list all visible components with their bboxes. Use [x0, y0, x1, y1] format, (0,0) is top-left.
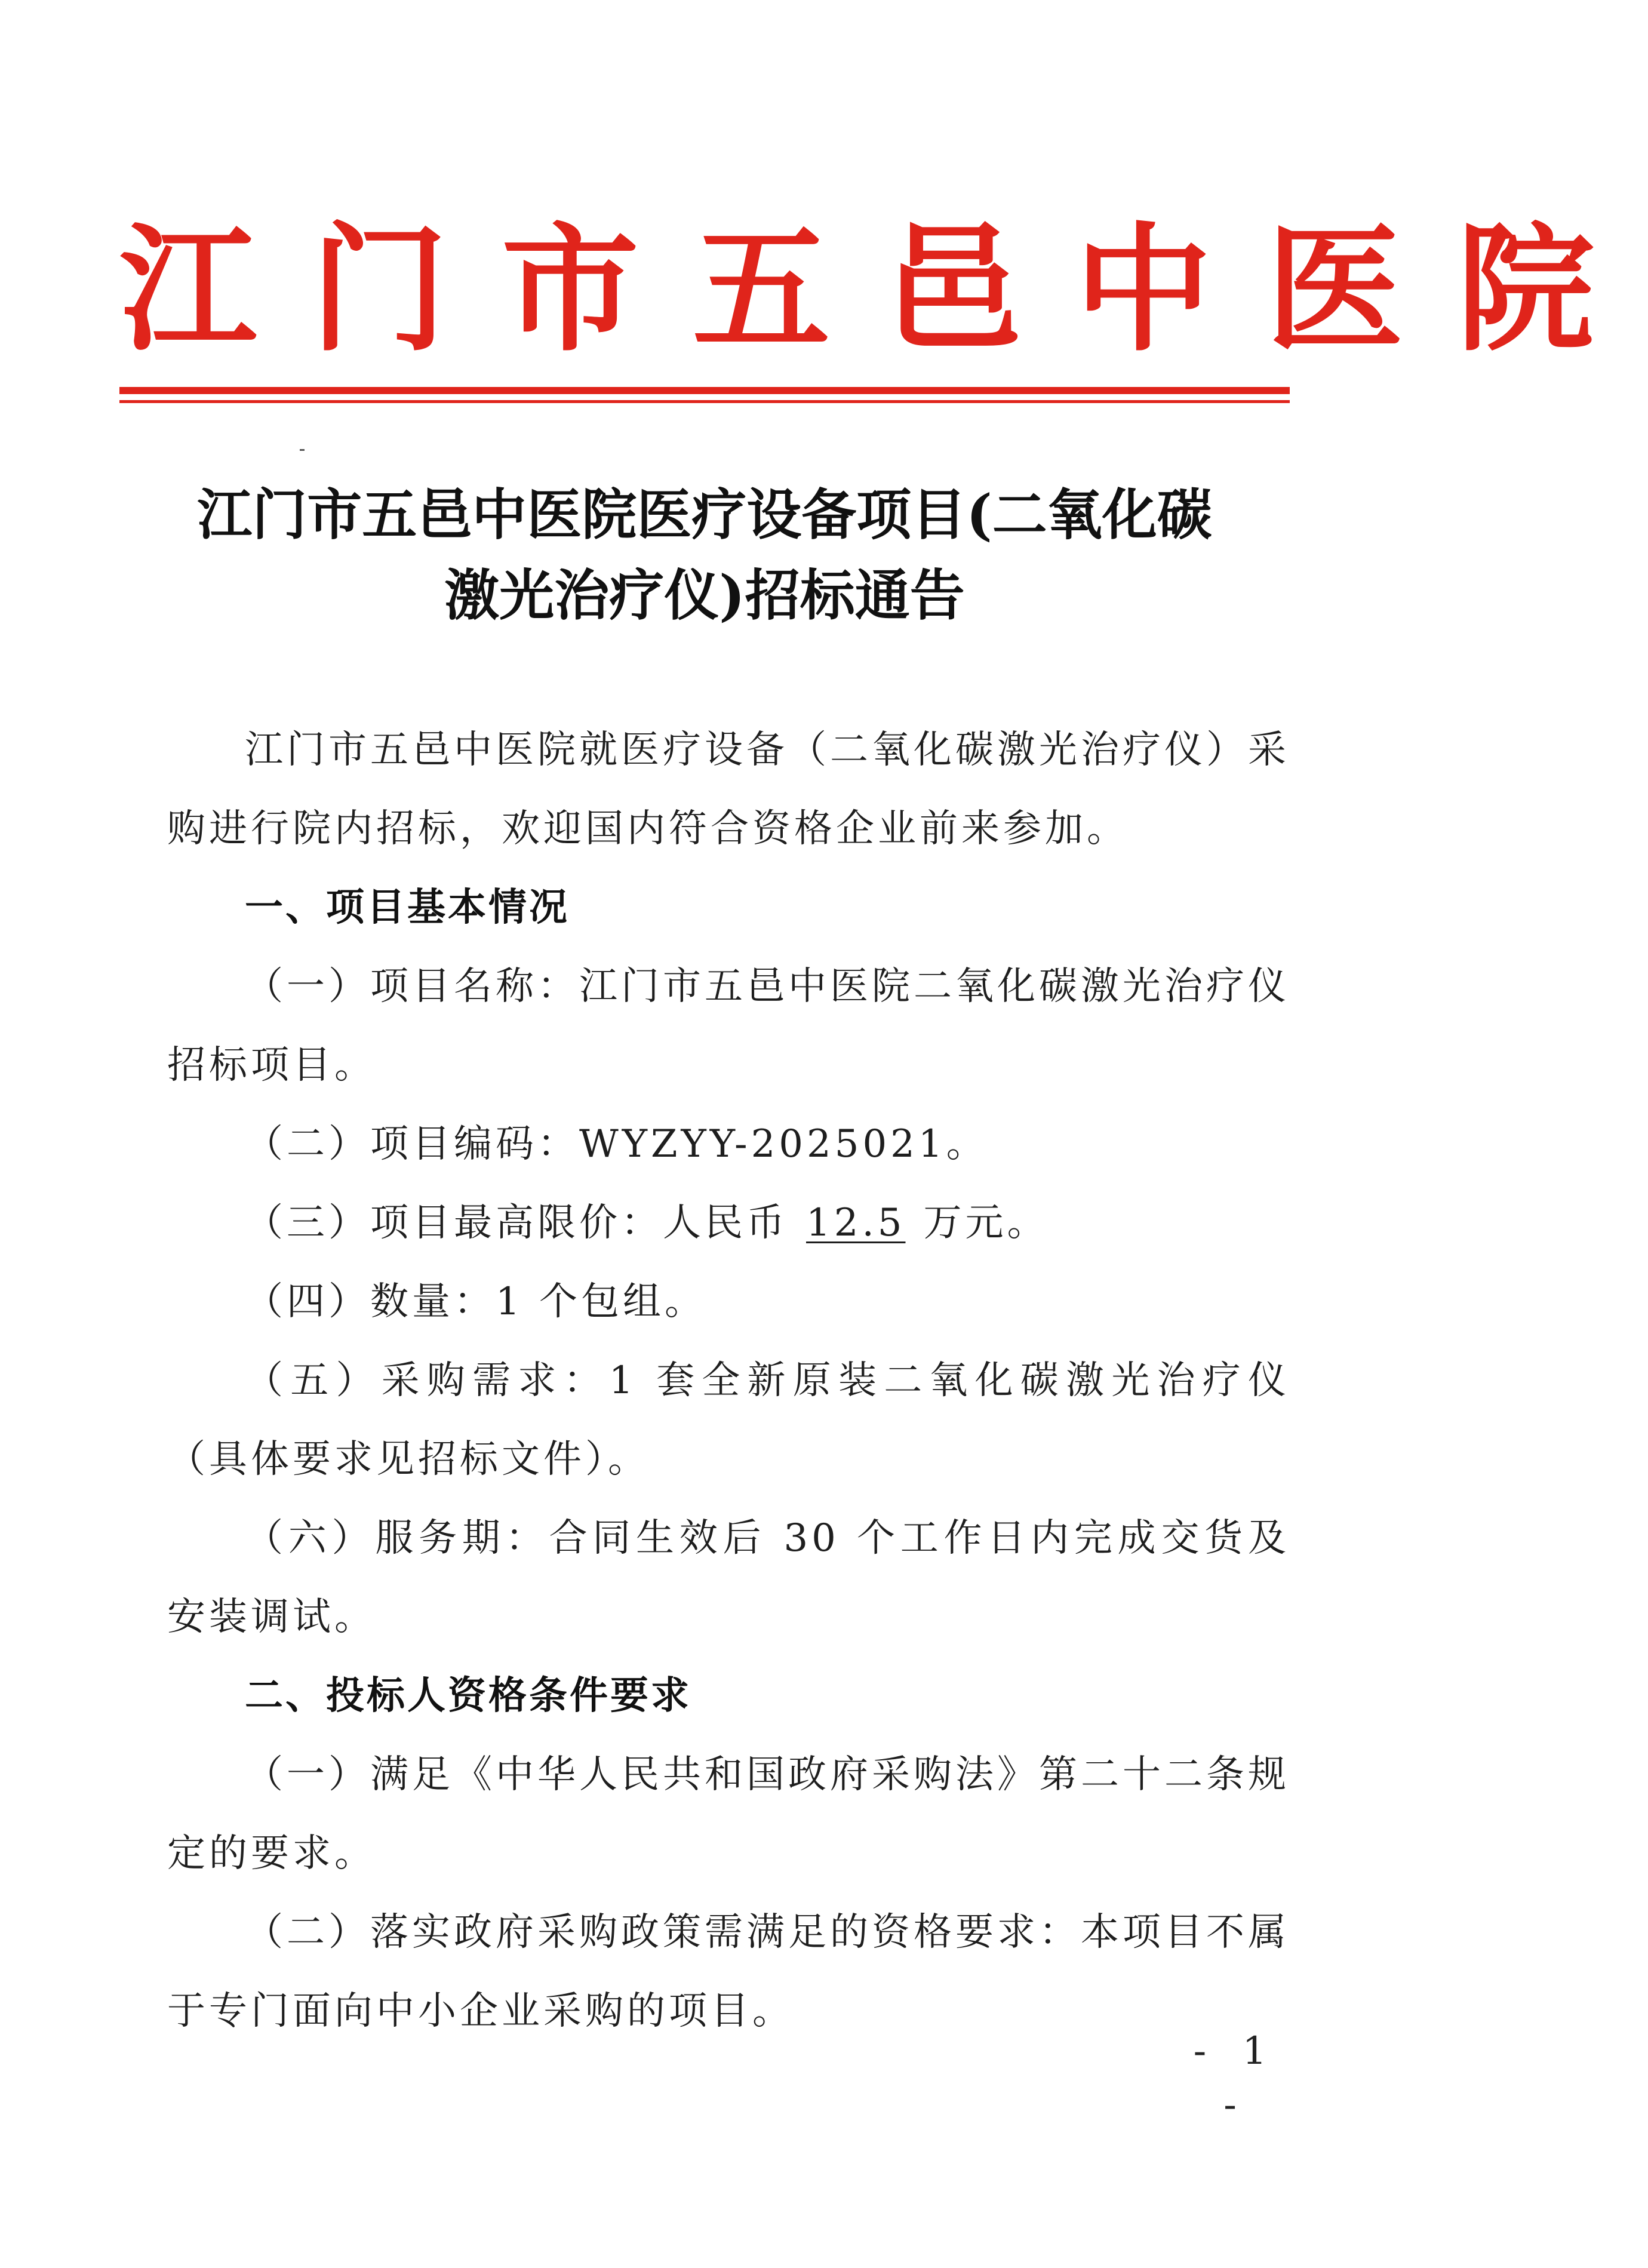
project-code-item: （二）项目编码：WYZYY-2025021。: [245, 1122, 988, 1166]
quantity-item: （四）数量：1 个包组。: [245, 1280, 707, 1324]
qualification-item-1: （一）满足《中华人民共和国政府采购法》第二十二条规定的要求。: [167, 1753, 1290, 1876]
price-limit-label: （三）项目最高限价：人民币: [245, 1201, 788, 1245]
document-title-line-1: 江门市五邑中医院医疗设备项目(二氧化碳: [197, 483, 1212, 547]
document-body: [167, 711, 1290, 2051]
procurement-requirement-item: （五）采购需求：1 套全新原装二氧化碳激光治疗仪（具体要求见招标文件）。: [167, 1359, 1290, 1482]
letterhead-rule-thick: [119, 387, 1290, 394]
price-limit-amount: 12.5: [806, 1201, 906, 1245]
service-period-item: （六）服务期：合同生效后 30 个工作日内完成交货及安装调试。: [167, 1516, 1290, 1639]
price-limit-item: [167, 1184, 1290, 1262]
document-title: [131, 475, 1278, 636]
letterhead-title: 江门市五邑中医院: [119, 209, 1648, 370]
intro-paragraph: 江门市五邑中医院就医疗设备（二氧化碳激光治疗仪）采购进行院内招标，欢迎国内符合资格企业前来参加。: [167, 728, 1290, 851]
document-title-line-2: 激光治疗仪)招标通告: [444, 563, 965, 628]
scan-speck: [300, 449, 305, 451]
section-heading-bidder-qualifications: 二、投标人资格条件要求: [245, 1674, 691, 1718]
section-heading-project-info: 一、项目基本情况: [245, 886, 570, 930]
qualification-item-2: （二）落实政府采购政策需满足的资格要求：本项目不属于专门面向中小企业采购的项目。: [167, 1910, 1290, 2033]
page-number: - 1 -: [1193, 2029, 1279, 2127]
project-name-item: （一）项目名称：江门市五邑中医院二氧化碳激光治疗仪招标项目。: [167, 964, 1290, 1087]
price-limit-unit: 万元。: [923, 1201, 1049, 1245]
letterhead-rule-thin: [119, 400, 1290, 403]
